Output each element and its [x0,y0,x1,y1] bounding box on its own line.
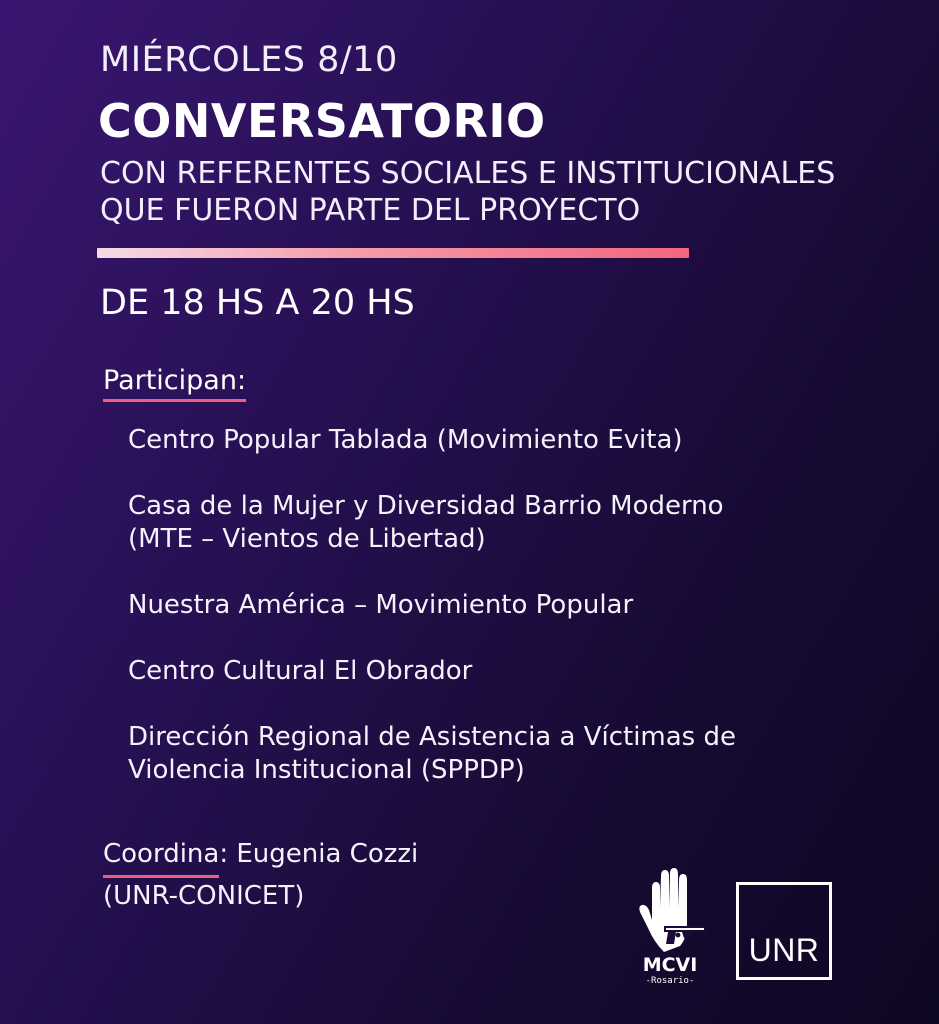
coordinator-affiliation: (UNR-CONICET) [103,881,305,911]
participant-line-1: Centro Popular Tablada (Movimiento Evita) [128,425,683,455]
participants-heading [103,365,246,402]
participant-line-2: (MTE – Vientos de Libertad) [128,524,486,554]
event-subtitle [100,155,835,229]
mcvi-logo-name: MCVI [642,954,698,976]
participant-item [128,721,736,787]
mcvi-logo [630,868,710,992]
mcvi-logo-subtitle: -Rosario- [645,976,695,986]
subtitle-line-1: CON REFERENTES SOCIALES E INSTITUCIONALES [100,156,836,191]
gradient-divider [97,248,689,258]
participants-heading-label: Participan: [103,365,246,402]
participant-line-1: Centro Cultural El Obrador [128,656,473,686]
participant-item [128,589,633,622]
unr-logo [736,882,832,980]
participant-item [128,424,683,457]
event-date: MIÉRCOLES 8/10 [100,40,398,80]
coordinator-label: Coordina [103,836,219,878]
coordinator-block [103,836,418,914]
event-title: CONVERSATORIO [98,94,546,148]
unr-logo-name: UNR [748,932,820,968]
participant-line-1: Dirección Regional de Asistencia a Víctimas de [128,722,736,752]
hand-icon [630,868,710,958]
participant-line-2: Violencia Institucional (SPPDP) [128,755,525,785]
participant-line-1: Casa de la Mujer y Diversidad Barrio Moderno [128,491,724,521]
event-schedule: DE 18 HS A 20 HS [100,283,415,323]
subtitle-line-2: QUE FUERON PARTE DEL PROYECTO [100,193,641,228]
participant-line-1: Nuestra América – Movimiento Popular [128,590,634,620]
coordinator-name: : Eugenia Cozzi [219,839,419,869]
participant-item [128,655,472,688]
participant-item [128,490,724,556]
